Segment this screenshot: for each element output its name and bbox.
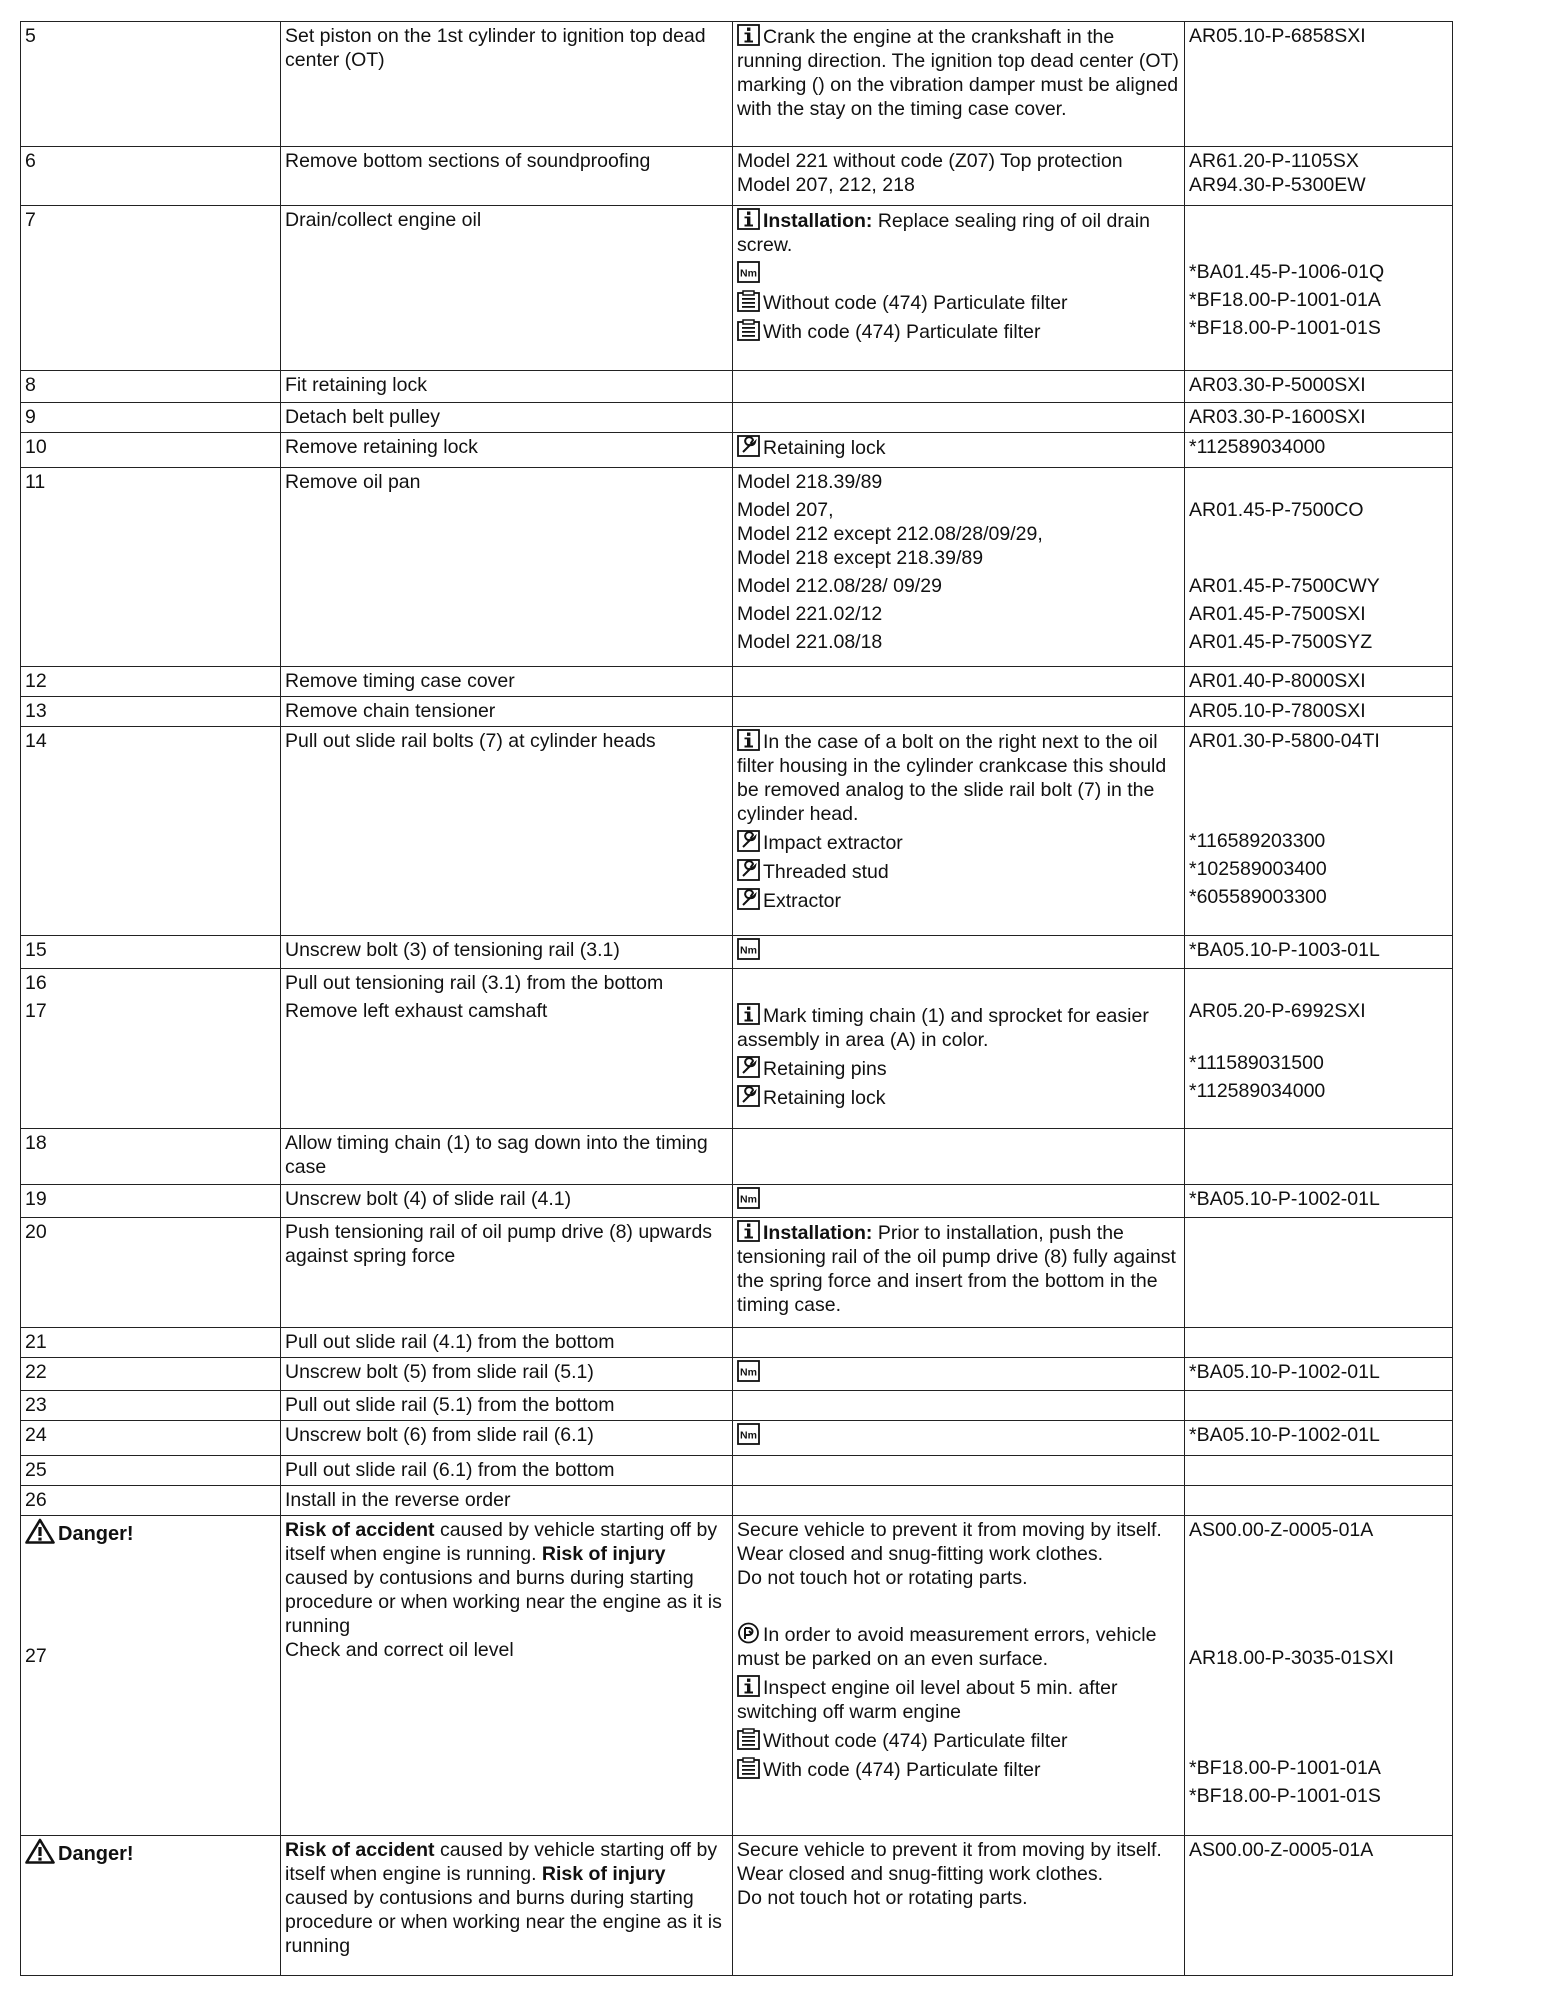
step-reference[interactable]: *BF18.00-P-1001-01S bbox=[1189, 1785, 1381, 1807]
step-number: 11 bbox=[21, 468, 281, 667]
step-work: Pull out slide rail (5.1) from the bottom bbox=[281, 1391, 733, 1421]
step-reference[interactable]: *BA05.10-P-1002-01L bbox=[1185, 1358, 1453, 1391]
step-reference[interactable]: *BF18.00-P-1001-01A bbox=[1189, 289, 1381, 311]
step-reference[interactable]: *102589003400 bbox=[1189, 858, 1327, 880]
danger-reference[interactable]: AS00.00-Z-0005-01A bbox=[1189, 1839, 1374, 1861]
danger-text: Risk of accident caused by vehicle starting off by itself when engine is running. Risk of injury caused by contusions and burns during starting procedure or when working near the engine as it is running bbox=[285, 1839, 722, 1957]
step-number: 8 bbox=[21, 371, 281, 403]
tool-name: Retaining lock bbox=[763, 437, 886, 459]
step-number: 6 bbox=[21, 147, 281, 206]
step-note: In order to avoid measurement errors, vehicle must be parked on an even surface. bbox=[737, 1624, 1157, 1670]
danger-label: Danger! bbox=[58, 1843, 134, 1865]
step-note: In the case of a bolt on the right next to the oil filter housing in the cylinder crankcase this should be removed analog to the slide rail bolt (7) in the cylinder head. bbox=[737, 731, 1167, 825]
environment-note-icon bbox=[737, 1622, 760, 1644]
step-number: 9 bbox=[21, 403, 281, 433]
step-number: 10 bbox=[21, 433, 281, 468]
torque-icon bbox=[737, 1423, 760, 1445]
table-row bbox=[21, 969, 1453, 1129]
table-row bbox=[21, 468, 1453, 667]
specification-icon bbox=[737, 1728, 760, 1750]
step-work: Remove timing case cover bbox=[281, 667, 733, 697]
specification-icon bbox=[737, 1757, 760, 1779]
step-number: 7 bbox=[21, 206, 281, 371]
installation-note: Prior to installation, push the tensioning rail of the oil pump drive (8) fully against the spring force and insert from the bottom in the timing case. bbox=[737, 1222, 1176, 1316]
info-icon bbox=[737, 1003, 760, 1025]
table-row bbox=[21, 1391, 1453, 1421]
step-work: Fit retaining lock bbox=[281, 371, 733, 403]
step-number: 18 bbox=[21, 1129, 281, 1185]
step-reference[interactable]: AR03.30-P-1600SXI bbox=[1185, 403, 1453, 433]
step-reference[interactable]: *BA05.10-P-1002-01L bbox=[1185, 1185, 1453, 1218]
table-row bbox=[21, 1185, 1453, 1218]
step-reference[interactable]: AR01.40-P-8000SXI bbox=[1185, 667, 1453, 697]
step-reference[interactable]: AR61.20-P-1105SX bbox=[1189, 150, 1359, 172]
model-condition: Model 207, 212, 218 bbox=[737, 174, 915, 196]
step-work: Remove bottom sections of soundproofing bbox=[281, 147, 733, 206]
tool-name: Retaining pins bbox=[763, 1058, 887, 1080]
step-number: 20 bbox=[21, 1218, 281, 1328]
specification-icon bbox=[737, 290, 760, 312]
tool-name: Extractor bbox=[763, 890, 842, 912]
table-row bbox=[21, 1421, 1453, 1456]
step-number: 23 bbox=[21, 1391, 281, 1421]
step-number: 26 bbox=[21, 1486, 281, 1516]
danger-warning bbox=[25, 1518, 276, 1546]
warning-triangle-icon bbox=[25, 1518, 55, 1544]
step-note: Inspect engine oil level about 5 min. after switching off warm engine bbox=[737, 1677, 1118, 1723]
model-condition: Model 221.08/18 bbox=[737, 631, 883, 653]
step-number: 27 bbox=[25, 1645, 47, 1667]
danger-reference[interactable]: AS00.00-Z-0005-01A bbox=[1189, 1519, 1374, 1541]
tool-name: Retaining lock bbox=[763, 1087, 886, 1109]
step-number: 13 bbox=[21, 697, 281, 727]
step-reference[interactable]: AR94.30-P-5300EW bbox=[1189, 174, 1366, 196]
step-work: Remove oil pan bbox=[281, 468, 733, 667]
step-work: Unscrew bolt (3) of tensioning rail (3.1) bbox=[281, 936, 733, 969]
step-number: 25 bbox=[21, 1456, 281, 1486]
danger-text: Risk of accident caused by vehicle starting off by itself when engine is running. Risk of injury caused by contusions and burns during starting procedure or when working near the engine as it is running bbox=[285, 1519, 722, 1637]
table-row bbox=[21, 936, 1453, 969]
torque-icon bbox=[737, 1360, 760, 1382]
step-work: Allow timing chain (1) to sag down into the timing case bbox=[281, 1129, 733, 1185]
step-number: 14 bbox=[21, 727, 281, 936]
table-row bbox=[21, 697, 1453, 727]
installation-note: Replace sealing ring of oil drain screw. bbox=[737, 210, 1150, 256]
info-icon bbox=[737, 1220, 760, 1242]
info-icon bbox=[737, 208, 760, 230]
step-reference[interactable]: AR05.20-P-6992SXI bbox=[1189, 1000, 1366, 1022]
step-number: 12 bbox=[21, 667, 281, 697]
table-row bbox=[21, 1836, 1453, 1976]
step-number: 5 bbox=[21, 22, 281, 147]
model-condition: Model 207, Model 212 except 212.08/28/09/29, Model 218 except 218.39/89 bbox=[737, 499, 1043, 569]
table-row bbox=[21, 1358, 1453, 1391]
danger-measures: Secure vehicle to prevent it from moving by itself. Wear closed and snug-fitting work clothes. Do not touch hot or rotating parts. bbox=[737, 1519, 1162, 1589]
table-row bbox=[21, 433, 1453, 468]
step-reference[interactable]: AR01.45-P-7500SXI bbox=[1189, 603, 1366, 625]
step-work: Pull out slide rail (6.1) from the bottom bbox=[281, 1456, 733, 1486]
installation-label: Installation: bbox=[763, 210, 873, 232]
step-work: Pull out slide rail bolts (7) at cylinder heads bbox=[281, 727, 733, 936]
step-reference[interactable]: *BF18.00-P-1001-01S bbox=[1189, 317, 1381, 339]
special-tool-icon bbox=[737, 830, 760, 852]
step-number: 17 bbox=[25, 1000, 47, 1022]
step-reference[interactable]: *BA05.10-P-1003-01L bbox=[1185, 936, 1453, 969]
step-reference[interactable]: AR05.10-P-6858SXI bbox=[1185, 22, 1453, 147]
step-work: Set piston on the 1st cylinder to ignition top dead center (OT) bbox=[281, 22, 733, 147]
step-reference[interactable]: AR01.30-P-5800-04TI bbox=[1189, 730, 1380, 752]
table-row bbox=[21, 147, 1453, 206]
table-row bbox=[21, 206, 1453, 371]
info-icon bbox=[737, 1675, 760, 1697]
table-row bbox=[21, 403, 1453, 433]
step-reference[interactable]: *BA01.45-P-1006-01Q bbox=[1189, 261, 1385, 283]
step-work: Unscrew bolt (6) from slide rail (6.1) bbox=[281, 1421, 733, 1456]
step-reference[interactable]: AR01.45-P-7500CWY bbox=[1189, 575, 1380, 597]
step-work: Remove retaining lock bbox=[281, 433, 733, 468]
step-note: Crank the engine at the crankshaft in the running direction. The ignition top dead center (OT) marking () on the vibration damper must be aligned with the stay on the timing case cover. bbox=[737, 26, 1179, 120]
tool-name: Threaded stud bbox=[763, 861, 889, 883]
torque-icon bbox=[737, 1187, 760, 1209]
step-reference[interactable]: *112589034000 bbox=[1185, 433, 1453, 468]
torque-icon bbox=[737, 938, 760, 960]
table-row bbox=[21, 1516, 1453, 1836]
model-condition: Model 218.39/89 bbox=[737, 471, 883, 493]
danger-measures: Secure vehicle to prevent it from moving by itself. Wear closed and snug-fitting work clothes. Do not touch hot or rotating parts. bbox=[737, 1839, 1162, 1909]
step-reference[interactable]: *111589031500 bbox=[1189, 1052, 1324, 1074]
step-work: Unscrew bolt (4) of slide rail (4.1) bbox=[281, 1185, 733, 1218]
step-work: Install in the reverse order bbox=[281, 1486, 733, 1516]
table-row bbox=[21, 371, 1453, 403]
procedure-table bbox=[20, 21, 1453, 1976]
step-note: Mark timing chain (1) and sprocket for easier assembly in area (A) in color. bbox=[737, 1005, 1149, 1051]
special-tool-icon bbox=[737, 859, 760, 881]
special-tool-icon bbox=[737, 435, 760, 457]
step-work: Remove left exhaust camshaft bbox=[285, 1000, 548, 1022]
step-work: Detach belt pulley bbox=[281, 403, 733, 433]
spec-condition: With code (474) Particulate filter bbox=[763, 1759, 1041, 1781]
table-row bbox=[21, 1328, 1453, 1358]
step-work: Check and correct oil level bbox=[285, 1639, 514, 1661]
model-condition: Model 221 without code (Z07) Top protection bbox=[737, 150, 1123, 172]
spec-condition: Without code (474) Particulate filter bbox=[763, 1730, 1068, 1752]
step-reference[interactable]: AR18.00-P-3035-01SXI bbox=[1189, 1647, 1394, 1669]
info-icon bbox=[737, 729, 760, 751]
step-work: Push tensioning rail of oil pump drive (8) upwards against spring force bbox=[281, 1218, 733, 1328]
model-condition: Model 221.02/12 bbox=[737, 603, 883, 625]
step-reference[interactable]: *BF18.00-P-1001-01A bbox=[1189, 1757, 1381, 1779]
spec-condition: Without code (474) Particulate filter bbox=[763, 292, 1068, 314]
step-reference[interactable]: *605589003300 bbox=[1189, 886, 1327, 908]
specification-icon bbox=[737, 319, 760, 341]
table-row bbox=[21, 1218, 1453, 1328]
table-row bbox=[21, 1486, 1453, 1516]
step-reference[interactable]: AR01.45-P-7500CO bbox=[1189, 499, 1364, 521]
step-work: Pull out tensioning rail (3.1) from the bottom bbox=[285, 972, 664, 994]
step-number: 16 bbox=[25, 972, 47, 994]
step-work: Pull out slide rail (4.1) from the bottom bbox=[281, 1328, 733, 1358]
spec-condition: With code (474) Particulate filter bbox=[763, 321, 1041, 343]
special-tool-icon bbox=[737, 888, 760, 910]
special-tool-icon bbox=[737, 1056, 760, 1078]
step-number: 24 bbox=[21, 1421, 281, 1456]
warning-triangle-icon bbox=[25, 1838, 55, 1864]
danger-label: Danger! bbox=[58, 1523, 134, 1545]
danger-warning bbox=[25, 1838, 276, 1866]
table-row bbox=[21, 1456, 1453, 1486]
special-tool-icon bbox=[737, 1085, 760, 1107]
step-reference[interactable]: *112589034000 bbox=[1189, 1080, 1326, 1102]
installation-label: Installation: bbox=[763, 1222, 873, 1244]
step-reference[interactable]: AR03.30-P-5000SXI bbox=[1185, 371, 1453, 403]
table-row bbox=[21, 667, 1453, 697]
step-number: 15 bbox=[21, 936, 281, 969]
table-row bbox=[21, 1129, 1453, 1185]
step-work: Remove chain tensioner bbox=[281, 697, 733, 727]
step-number: 21 bbox=[21, 1328, 281, 1358]
step-reference[interactable]: *BA05.10-P-1002-01L bbox=[1185, 1421, 1453, 1456]
step-work: Drain/collect engine oil bbox=[281, 206, 733, 371]
step-reference[interactable]: AR05.10-P-7800SXI bbox=[1185, 697, 1453, 727]
model-condition: Model 212.08/28/ 09/29 bbox=[737, 575, 942, 597]
step-reference[interactable]: *116589203300 bbox=[1189, 830, 1326, 852]
tool-name: Impact extractor bbox=[763, 832, 903, 854]
torque-icon bbox=[737, 261, 760, 283]
table-row bbox=[21, 22, 1453, 147]
info-icon bbox=[737, 24, 760, 46]
step-number: 19 bbox=[21, 1185, 281, 1218]
step-reference[interactable]: AR01.45-P-7500SYZ bbox=[1189, 631, 1373, 653]
table-row bbox=[21, 727, 1453, 936]
step-work: Unscrew bolt (5) from slide rail (5.1) bbox=[281, 1358, 733, 1391]
step-number: 22 bbox=[21, 1358, 281, 1391]
